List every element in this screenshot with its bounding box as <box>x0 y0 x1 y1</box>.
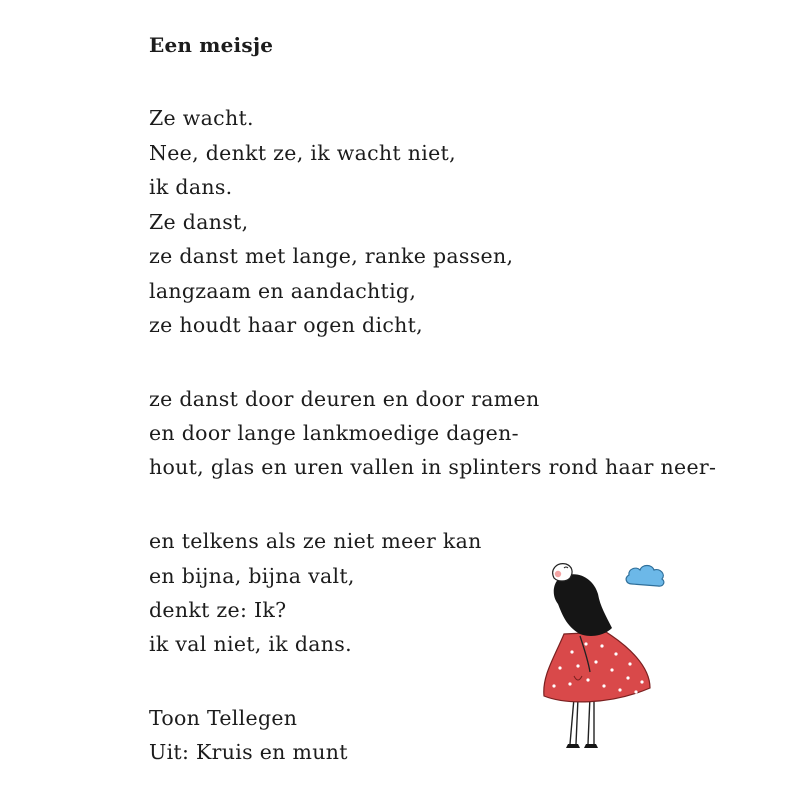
poem-title: Een meisje <box>149 33 274 57</box>
poem-line: ze houdt haar ogen dicht, <box>149 313 423 337</box>
poem-source: Uit: Kruis en munt <box>149 740 348 764</box>
poem-line: denkt ze: Ik? <box>149 598 287 622</box>
hair <box>554 574 612 636</box>
poem-line: Ze wacht. <box>149 106 254 130</box>
poem-line: en door lange lankmoedige dagen- <box>149 421 519 445</box>
poem-line: langzaam en aandachtig, <box>149 279 417 303</box>
legs <box>566 696 598 748</box>
poem-line: en telkens als ze niet meer kan <box>149 529 482 553</box>
poem-line: en bijna, bijna valt, <box>149 564 355 588</box>
poem-line: ik val niet, ik dans. <box>149 632 352 656</box>
dress <box>544 632 650 702</box>
poem-line: Nee, denkt ze, ik wacht niet, <box>149 141 456 165</box>
poem-author: Toon Tellegen <box>149 706 298 730</box>
poem-line: ze danst door deuren en door ramen <box>149 387 540 411</box>
poem-line: ik dans. <box>149 175 233 199</box>
poem-line: Ze danst, <box>149 210 249 234</box>
girl-illustration <box>520 548 700 768</box>
poem-line: ze danst met lange, ranke passen, <box>149 244 514 268</box>
poem-line: hout, glas en uren vallen in splinters rond haar neer- <box>149 455 717 479</box>
cloud-icon <box>626 566 664 587</box>
face <box>553 564 572 581</box>
